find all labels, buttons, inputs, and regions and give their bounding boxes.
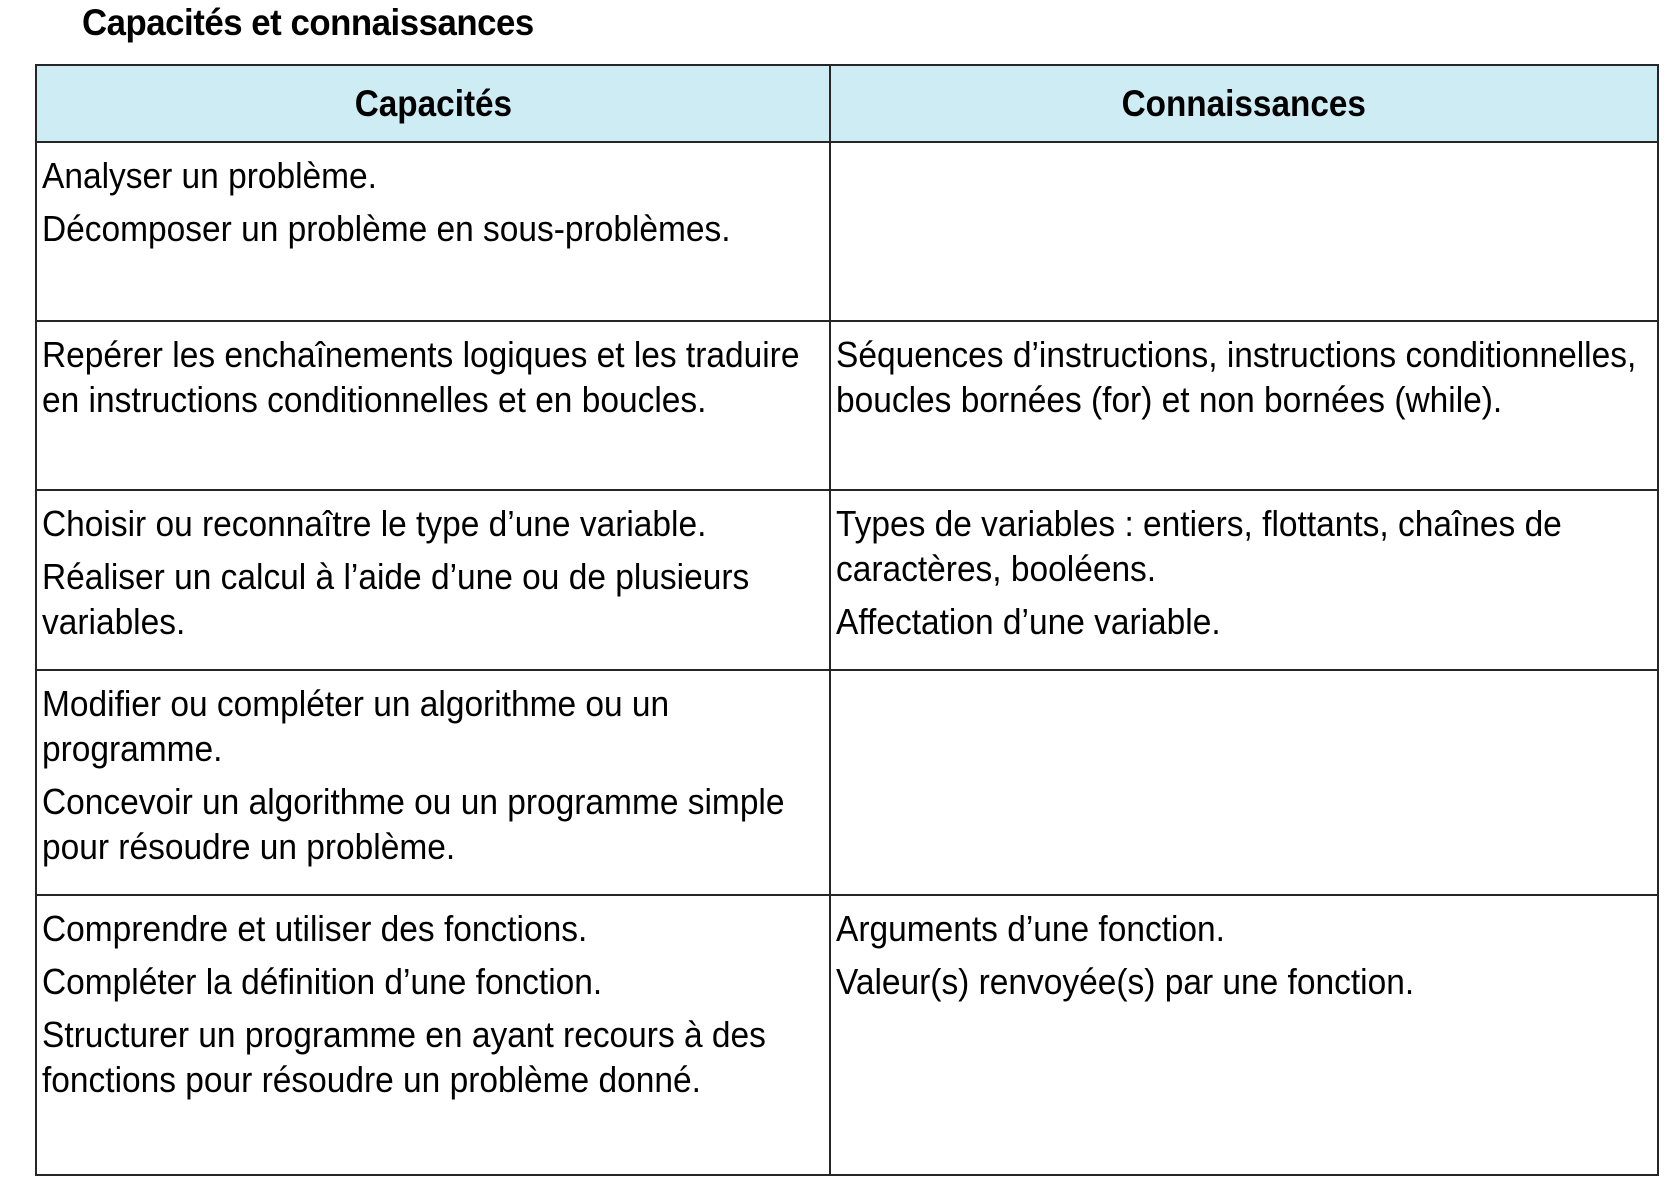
capacite-item: Comprendre et utiliser des fonctions. xyxy=(42,908,588,949)
connaissances-cell xyxy=(830,142,1658,321)
table-row xyxy=(36,895,1658,1175)
table-row xyxy=(36,321,1658,490)
connaissances-cell xyxy=(830,670,1658,895)
connaissance-item: Affectation d’une variable. xyxy=(836,601,1221,642)
section-title: Capacités et connaissances xyxy=(82,2,534,43)
table-header-row xyxy=(36,65,1658,142)
connaissances-cell xyxy=(830,895,1658,1175)
capacite-item: Modifier ou compléter un algorithme ou un programme. xyxy=(42,683,670,769)
capacite-item: Compléter la définition d’une fonction. xyxy=(42,961,603,1002)
table-row xyxy=(36,142,1658,321)
capacites-cell xyxy=(36,321,830,490)
column-header-capacites: Capacités xyxy=(36,65,830,142)
capacites-connaissances-table xyxy=(35,64,1659,1176)
capacite-item: Structurer un programme en ayant recours à des fonctions pour résoudre un problème donné. xyxy=(42,1014,766,1100)
table-row xyxy=(36,670,1658,895)
table-row xyxy=(36,490,1658,670)
connaissance-item: Valeur(s) renvoyée(s) par une fonction. xyxy=(836,961,1415,1002)
column-header-connaissances: Connaissances xyxy=(830,65,1658,142)
capacite-item: Concevoir un algorithme ou un programme simple pour résoudre un problème. xyxy=(42,781,785,867)
capacites-cell xyxy=(36,490,830,670)
capacite-item: Choisir ou reconnaître le type d’une variable. xyxy=(42,503,707,544)
capacite-item: Analyser un problème. xyxy=(42,155,377,196)
connaissance-item: Séquences d’instructions, instructions conditionnelles, boucles bornées (for) et non bornées (while). xyxy=(836,334,1637,420)
capacites-cell xyxy=(36,142,830,321)
connaissances-cell xyxy=(830,490,1658,670)
connaissance-item: Types de variables : entiers, flottants, chaînes de caractères, booléens. xyxy=(836,503,1562,589)
connaissance-item: Arguments d’une fonction. xyxy=(836,908,1225,949)
connaissances-cell xyxy=(830,321,1658,490)
capacite-item: Réaliser un calcul à l’aide d’une ou de plusieurs variables. xyxy=(42,556,750,642)
capacites-cell xyxy=(36,895,830,1175)
capacite-item: Décomposer un problème en sous-problèmes. xyxy=(42,208,731,249)
capacites-cell xyxy=(36,670,830,895)
capacite-item: Repérer les enchaînements logiques et les traduire en instructions conditionnelles et en boucles. xyxy=(42,334,800,420)
